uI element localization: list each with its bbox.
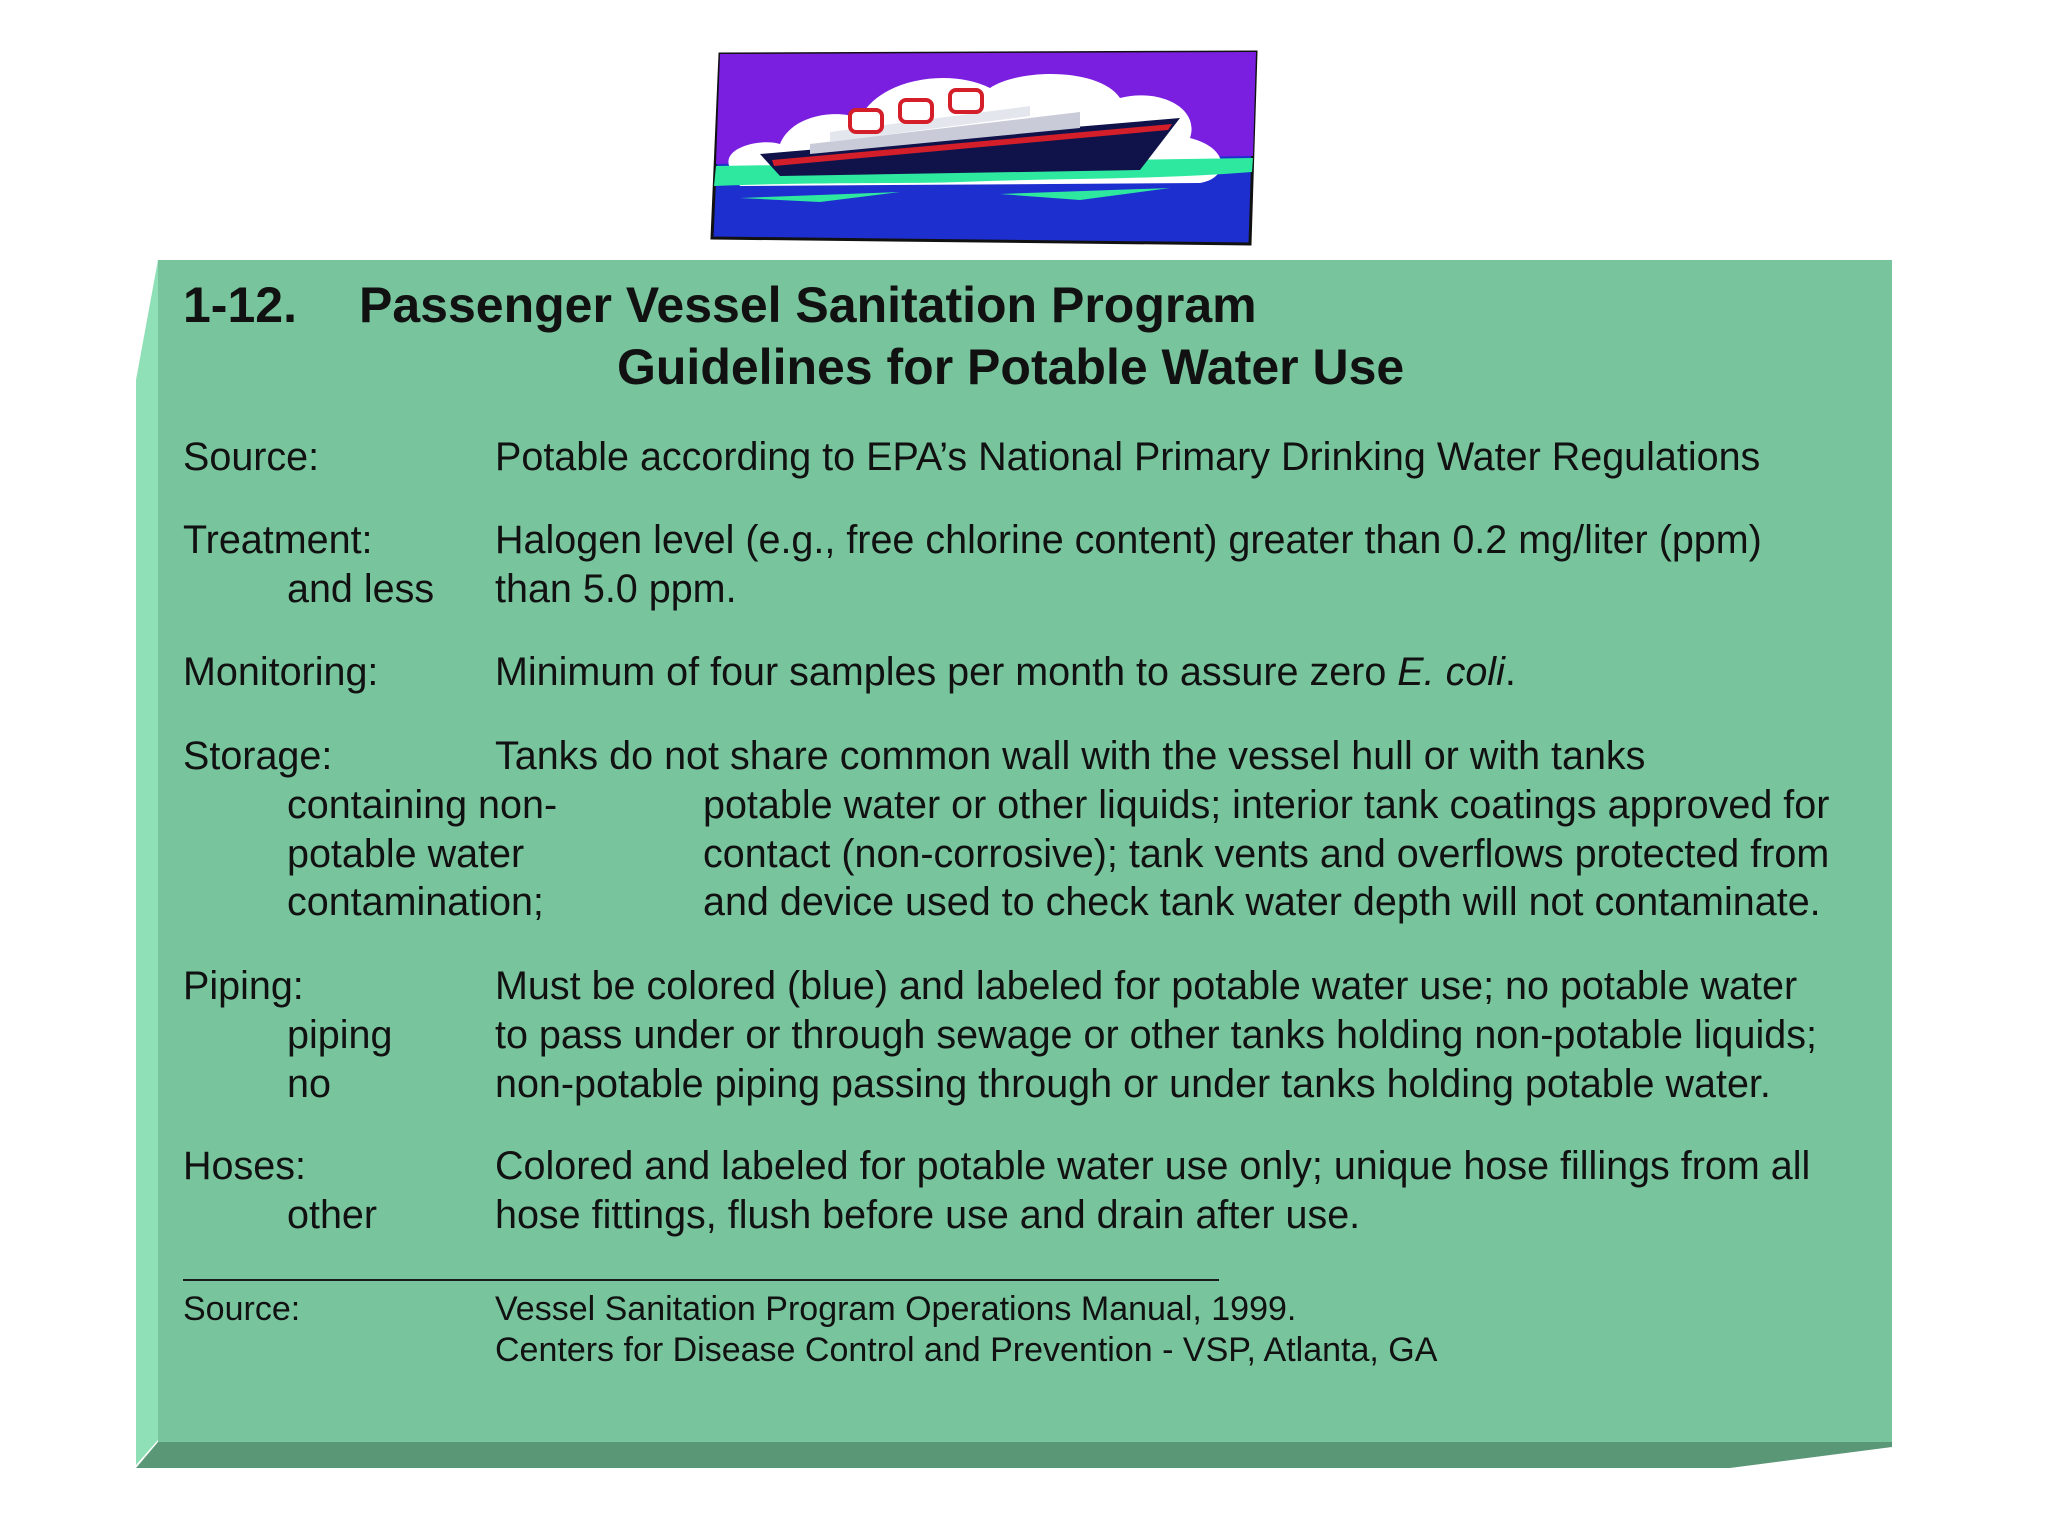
citation-label: Source: bbox=[183, 1290, 301, 1328]
section-number: 1-12. bbox=[183, 277, 297, 333]
citation-line-1: Vessel Sanitation Program Operations Manual, 1999. bbox=[495, 1290, 1297, 1328]
row-text: and device used to check tank water depth will not contaminate. bbox=[703, 880, 1821, 924]
row-label: Treatment: bbox=[183, 518, 373, 562]
text-part: Minimum of four samples per month to assure zero bbox=[495, 650, 1398, 694]
text-part: . bbox=[1504, 650, 1516, 694]
row-sublabel: piping bbox=[287, 1013, 393, 1057]
page-subtitle: Guidelines for Potable Water Use bbox=[617, 339, 1405, 395]
row-text: contact (non-corrosive); tank vents and overflows protected from bbox=[703, 832, 1830, 876]
row-text: Potable according to EPA’s National Primary Drinking Water Regulations bbox=[495, 435, 1761, 479]
row-label: Monitoring: bbox=[183, 650, 379, 694]
row-text: Must be colored (blue) and labeled for potable water use; no potable water bbox=[495, 964, 1798, 1008]
footnote-divider bbox=[183, 1279, 1219, 1281]
row-sublabel: containing non- bbox=[287, 783, 558, 827]
row-text: than 5.0 ppm. bbox=[495, 567, 737, 611]
card-left-edge bbox=[136, 260, 158, 1465]
row-text: Halogen level (e.g., free chlorine content) greater than 0.2 mg/liter (ppm) bbox=[495, 518, 1762, 562]
row-label: Hoses: bbox=[183, 1144, 306, 1188]
row-sublabel: other bbox=[287, 1193, 378, 1237]
row-text: Colored and labeled for potable water use only; unique hose fillings from all bbox=[495, 1144, 1811, 1188]
title-main: Passenger Vessel Sanitation Program bbox=[359, 277, 1257, 333]
row-sublabel: and less bbox=[287, 567, 435, 611]
row-text: Tanks do not share common wall with the vessel hull or with tanks bbox=[495, 734, 1646, 778]
row-label: Source: bbox=[183, 435, 320, 479]
row-sublabel: potable water bbox=[287, 832, 525, 876]
row-text: to pass under or through sewage or other tanks holding non-potable liquids; bbox=[495, 1013, 1817, 1057]
page-title bbox=[183, 276, 1257, 334]
row-text: potable water or other liquids; interior tank coatings approved for bbox=[703, 783, 1830, 827]
text-italic: E. coli bbox=[1397, 650, 1505, 694]
cruise-ship-icon bbox=[700, 48, 1270, 250]
row-text: non-potable piping passing through or under tanks holding potable water. bbox=[495, 1062, 1771, 1106]
row-sublabel: no bbox=[287, 1062, 331, 1106]
row-text: hose fittings, flush before use and drain after use. bbox=[495, 1193, 1361, 1237]
card-bottom-edge bbox=[136, 1442, 1892, 1468]
row-label: Storage: bbox=[183, 734, 333, 778]
row-label: Piping: bbox=[183, 964, 304, 1008]
row-sublabel: contamination; bbox=[287, 880, 544, 924]
citation-line-2: Centers for Disease Control and Prevention - VSP, Atlanta, GA bbox=[495, 1331, 1438, 1369]
row-text bbox=[495, 648, 1516, 696]
